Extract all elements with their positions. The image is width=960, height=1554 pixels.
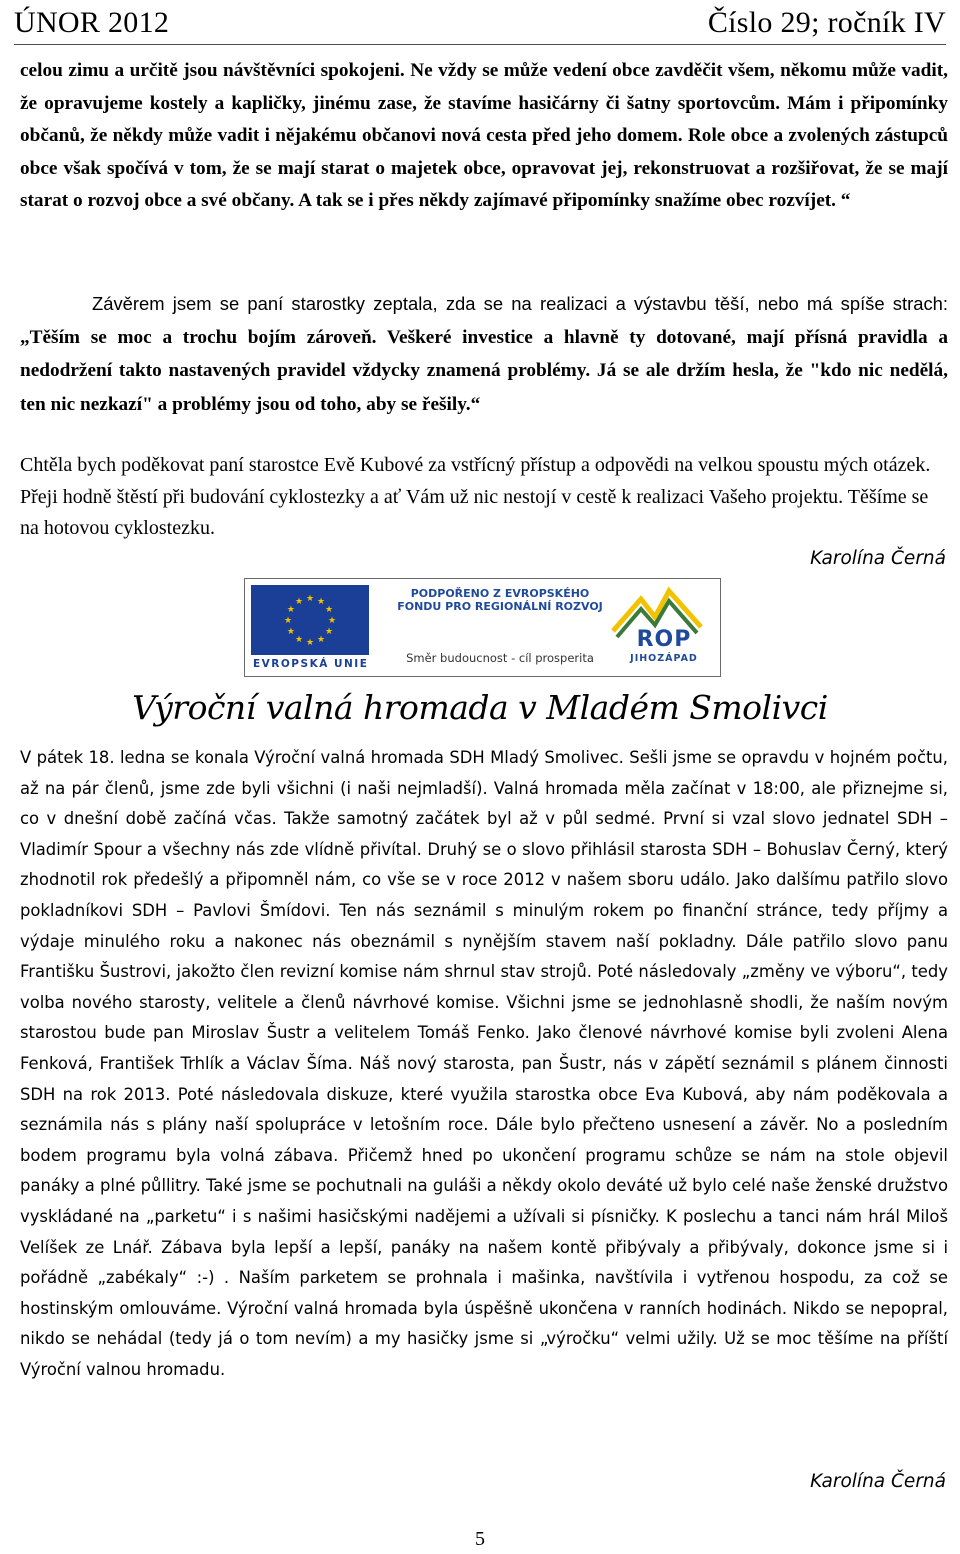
page-number: 5	[475, 1528, 485, 1550]
rop-text: ROP	[636, 627, 692, 652]
eu-star-icon: ★	[316, 595, 326, 606]
interview-question-paragraph	[20, 288, 948, 421]
motto-text: Směr budoucnost - cíl prosperita	[406, 651, 594, 665]
eu-star-icon: ★	[325, 626, 334, 636]
eu-star-icon: ★	[305, 637, 315, 647]
eu-star-icon: ★	[283, 615, 293, 625]
fund-text: PODPOŘENO Z EVROPSKÉHO FONDU PRO REGIONÁLNÍ ROZVOJ	[397, 587, 603, 613]
article-title: Výroční valná hromada v Mladém Smolivci	[132, 688, 828, 727]
eu-funding-banner	[244, 578, 721, 677]
header-date: ÚNOR 2012	[14, 6, 170, 39]
rop-subtext: JIHOZÁPAD	[630, 653, 698, 664]
article-body: V pátek 18. ledna se konala Výroční valná hromada SDH Mladý Smolivec. Sešli jsme se opravdu v hojném počtu, až na pár členů, jsme zde byli všichni (i naši nejmladší). Valná hromada měla začínat v 18:00, ale přiznejme si, co v dnešní době začíná včas. Takže samotný začátek byl až v půl sedmé. První si vzal slovo jednatel SDH – Vladimír Spour a všechny nás zde vlídně přivítal. Druhý se o slovo přihlásil starosta SDH – Bohuslav Černý, který zhodnotil rok předešlý a připomněl nám, co vše se v roce 2012 v našem sboru událo. Jako dalšímu patřilo slovo pokladníkovi SDH – Pavlovi Šmídovi. Ten nás seznámil s minulým rokem po finanční stránce, tedy příjmy a výdaje minulého roku a nakonec nás obeznámil s nynějším stavem naší pokladny. Dále patřilo slovo panu Františku Šustrovi, jakožto člen revizní komise nám shrnul stav strojů. Poté následovaly „změny ve výboru“, tedy volba nového starosty, velitele a členů návrhové komise. Všichni jsme se jednohlasně shodli, že naším novým starostou bude pan Miroslav Šustr a velitelem Tomáš Fenko. Jako členové návrhové komise byli zvoleni Alena Fenková, František Trhlík a Václav Šíma. Náš nový starosta, pan Šustr, nás v zápětí seznámil s plánem činnosti SDH na rok 2013. Poté následovala diskuze, které využila starostka obce Eva Kubová, aby nám poděkovala a seznámila nás s plány naší spolupráce v letošním roce. Dále bylo přečteno usnesení a závěr. No a posledním bodem programu byla volná zábava. Přičemž hned po ukončení programu schůze se nám na stole objevil panáky a plné půllitry. Také jsme se pochutnali na guláši a někdy okolo deváté už bylo celé naše ženské družstvo vyskládané na „parketu“ i s našimi hasičskými nadějemi a užívali si písničky. K poslechu a tanci nám hrál Miloš Velíšek ze Lnář. Zábava byla lepší a lepší, panáky na našem kontě přibývaly a přibývaly, dokonce jsme si i pořádně „zabékaly“ :-) . Naším parketem se prohnala i mašinka, navštívila i vytřenou hospodu, za což se hostinským omlouváme. Výroční valná hromada byla úspěšně ukončena v ranních hodinách. Nikdo se nepopral, nikdo se nehádal (tedy já o tom nevím) a my hasičky jsme si „výročku“ velmi užily. Už se moc těšíme na příští Výroční valnou hromadu.	[20, 748, 948, 1379]
page-header	[14, 2, 946, 45]
eu-star-icon: ★	[327, 615, 337, 625]
eu-star-icon: ★	[286, 604, 295, 614]
eu-star-icon: ★	[294, 595, 304, 606]
interview-answer: „Těším se moc a trochu bojím zároveň. Veškeré investice a hlavně ty dotované, mají přísná pravidla a nedodržení takto nastavených pravidel vždycky znamená problémy. Já se ale držím hesla, že "kdo nic nedělá, ten nic nezkazí" a problémy jsou od toho, aby se řešily.“	[20, 326, 948, 415]
eu-label: EVROPSKÁ UNIE	[253, 658, 369, 670]
eu-star-icon: ★	[305, 593, 315, 603]
interview-question: Závěrem jsem se paní starostky zeptala, zda se na realizaci a výstavbu těší, nebo má spíše strach:	[92, 293, 948, 314]
eu-flag-icon	[251, 585, 369, 655]
eu-star-icon: ★	[325, 604, 334, 614]
header-issue: Číslo 29; ročník IV	[707, 6, 946, 39]
eu-star-icon: ★	[294, 634, 304, 645]
eu-star-icon: ★	[316, 634, 326, 645]
interview-bold-intro: celou zimu a určitě jsou návštěvníci spokojeni. Ne vždy se může vedení obce zavděčit všem, někomu může vadit, že opravujeme kostely a kapličky, jinému zase, že stavíme hasičárny či šatny sportovcům. Mám i připomínky občanů, že někdy může vadit i nějakému občanovi nová cesta před jeho domem. Role obce a zvolených zástupců obce však spočívá v tom, že se mají starat o majetek obce, opravovat jej, rekonstruovat a rozšiřovat, že se mají starat o rozvoj obce a své občany. A tak se i přes někdy zajímavé připomínky snažíme obec rozvíjet. “	[20, 60, 948, 211]
interview-author: Karolína Černá	[810, 548, 946, 569]
article-author: Karolína Černá	[810, 1471, 946, 1492]
eu-star-icon: ★	[286, 626, 295, 636]
interview-thanks: Chtěla bych poděkovat paní starostce Evě Kubové za vstřícný přístup a odpovědi na velkou spoustu mých otázek. Přeji hodně štěstí při budování cyklostezky a ať Vám už nic nestojí v cestě k realizaci Vašeho projektu. Těšíme se na hotovou cyklostezku.	[20, 454, 931, 539]
